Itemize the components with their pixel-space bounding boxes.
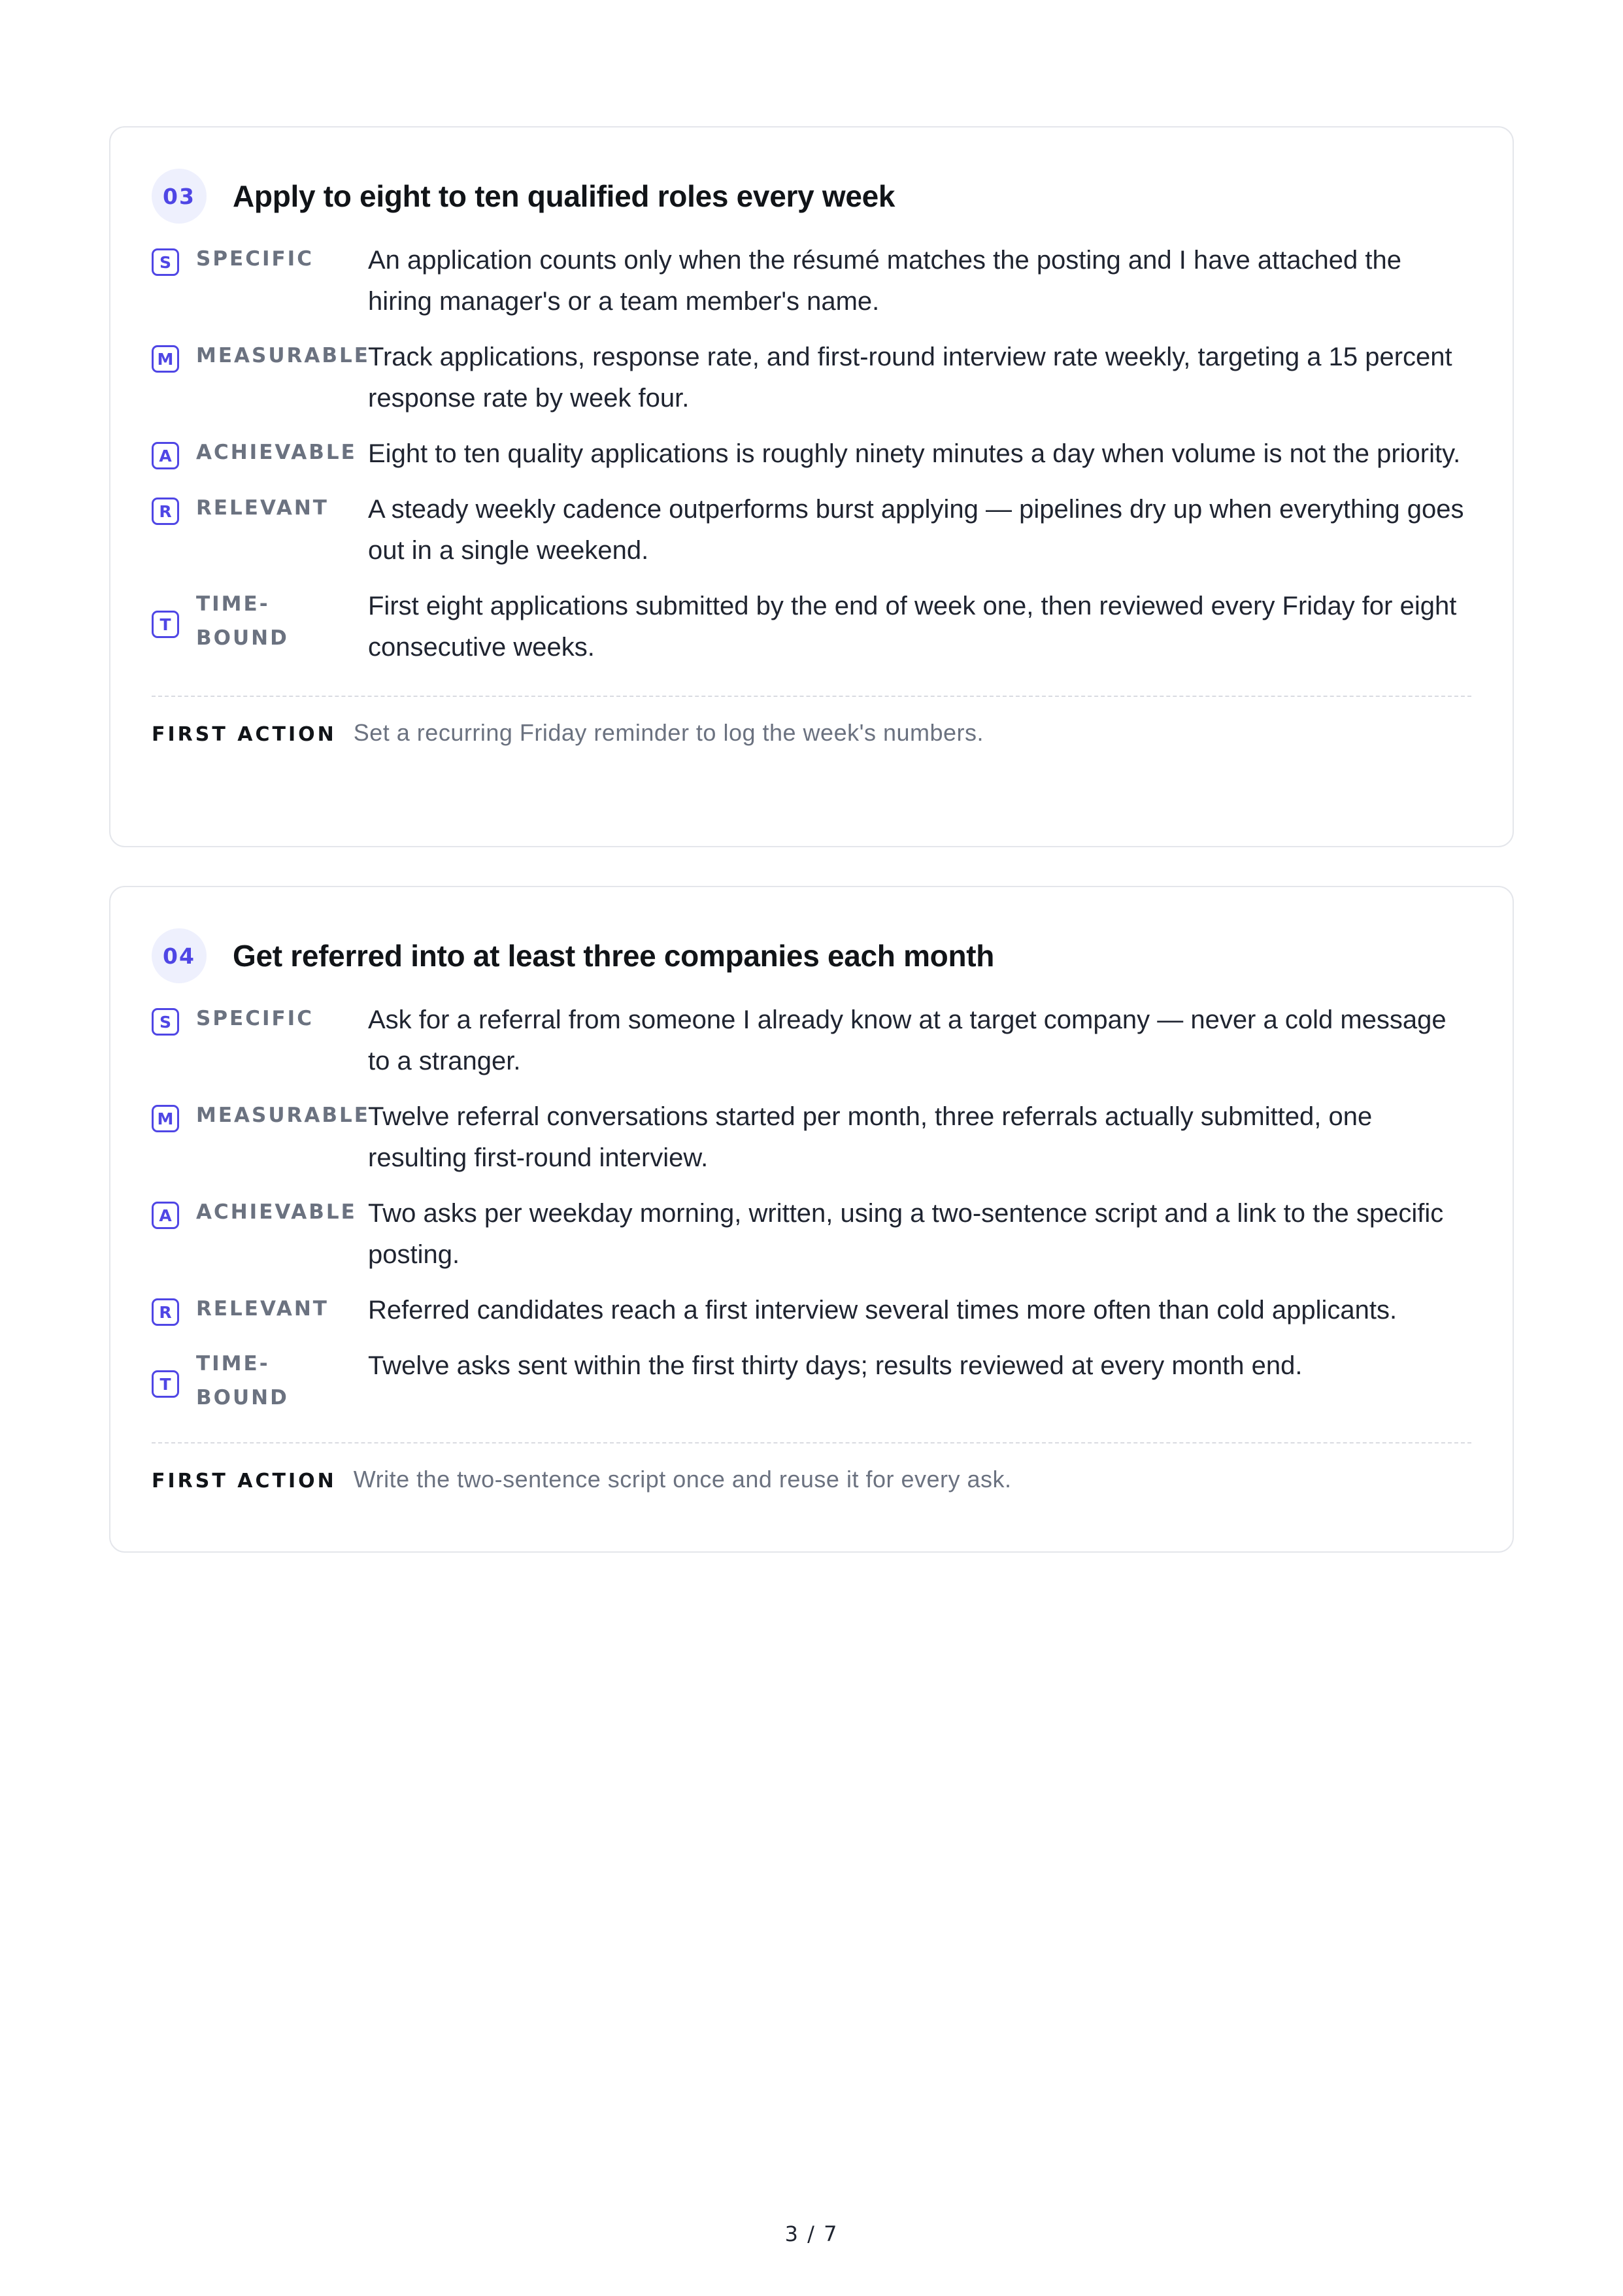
letter-t-icon: T xyxy=(152,611,179,638)
criterion-text: First eight applications submitted by the end of week one, then reviewed every Friday for eight consecutive weeks. xyxy=(368,592,1457,662)
first-action xyxy=(152,1466,1471,1493)
criterion-label-group xyxy=(152,435,368,470)
criterion-label-group xyxy=(152,1347,368,1415)
criterion-label-group xyxy=(152,490,368,526)
criterion-label: TIME-BOUND xyxy=(196,1352,289,1410)
criterion-label: RELEVANT xyxy=(196,1297,329,1321)
smart-criteria-list xyxy=(152,241,1471,668)
criterion-relevant xyxy=(152,1291,1471,1331)
criterion-achievable xyxy=(152,1194,1471,1275)
goal-number-badge: 04 xyxy=(152,928,207,983)
divider xyxy=(152,696,1471,697)
criterion-label: MEASURABLE xyxy=(196,344,370,367)
criterion-text: An application counts only when the résumé matches the posting and I have attached the hiring manager's or a team member's name. xyxy=(368,246,1402,316)
first-action-text: Write the two-sentence script once and reuse it for every ask. xyxy=(353,1466,1012,1493)
criterion-text: Track applications, response rate, and first-round interview rate weekly, targeting a 15 percent response rate by week four. xyxy=(368,343,1452,413)
criterion-label: RELEVANT xyxy=(196,496,329,520)
first-action-text: Set a recurring Friday reminder to log the week's numbers. xyxy=(353,719,984,746)
criterion-measurable xyxy=(152,1098,1471,1179)
criterion-achievable xyxy=(152,435,1471,475)
criterion-label-group xyxy=(152,1291,368,1326)
criterion-label-group xyxy=(152,1098,368,1133)
criterion-relevant xyxy=(152,490,1471,571)
letter-a-icon: A xyxy=(152,442,179,469)
criterion-label-group xyxy=(152,338,368,373)
criterion-label-group xyxy=(152,1194,368,1230)
letter-m-icon: M xyxy=(152,345,179,373)
criterion-specific xyxy=(152,1001,1471,1082)
criterion-text: A steady weekly cadence outperforms burst applying — pipelines dry up when everything goes out in a single weekend. xyxy=(368,495,1464,565)
criterion-time-bound xyxy=(152,587,1471,668)
goal-header xyxy=(152,926,1471,985)
criterion-text: Two asks per weekday morning, written, using a two-sentence script and a link to the specific posting. xyxy=(368,1199,1444,1269)
goal-title: Apply to eight to ten qualified roles every week xyxy=(233,179,895,213)
goal-header xyxy=(152,167,1471,226)
criterion-label: ACHIEVABLE xyxy=(196,1200,357,1224)
criterion-label-group xyxy=(152,1001,368,1036)
criterion-time-bound xyxy=(152,1347,1471,1415)
criterion-label: MEASURABLE xyxy=(196,1104,370,1127)
letter-a-icon: A xyxy=(152,1202,179,1229)
criterion-specific xyxy=(152,241,1471,322)
letter-s-icon: S xyxy=(152,1008,179,1036)
criterion-text: Ask for a referral from someone I already know at a target company — never a cold message to a stranger. xyxy=(368,1005,1447,1075)
criterion-label-group xyxy=(152,587,368,655)
criterion-measurable xyxy=(152,338,1471,419)
first-action-label: FIRST ACTION xyxy=(152,723,337,746)
goal-title: Get referred into at least three companies each month xyxy=(233,939,995,973)
first-action xyxy=(152,719,1471,747)
criterion-label: SPECIFIC xyxy=(196,1007,314,1030)
divider xyxy=(152,1442,1471,1443)
criterion-label-group xyxy=(152,241,368,277)
letter-r-icon: R xyxy=(152,498,179,525)
criterion-label: SPECIFIC xyxy=(196,247,314,271)
criterion-label: ACHIEVABLE xyxy=(196,441,357,464)
criterion-text: Twelve referral conversations started per month, three referrals actually submitted, one resulting first-round interview. xyxy=(368,1102,1373,1172)
letter-m-icon: M xyxy=(152,1105,179,1132)
goal-card xyxy=(109,886,1514,1553)
goal-number-badge: 03 xyxy=(152,169,207,224)
smart-criteria-list xyxy=(152,1001,1471,1415)
criterion-text: Twelve asks sent within the first thirty days; results reviewed at every month end. xyxy=(368,1351,1303,1380)
letter-r-icon: R xyxy=(152,1298,179,1326)
goal-card xyxy=(109,126,1514,847)
first-action-label: FIRST ACTION xyxy=(152,1470,337,1493)
letter-s-icon: S xyxy=(152,248,179,276)
criterion-label: TIME-BOUND xyxy=(196,592,289,650)
page-number: 3 / 7 xyxy=(784,2221,839,2246)
criterion-text: Referred candidates reach a first interview several times more often than cold applicants. xyxy=(368,1296,1397,1325)
criterion-text: Eight to ten quality applications is roughly ninety minutes a day when volume is not the priority. xyxy=(368,439,1461,468)
letter-t-icon: T xyxy=(152,1370,179,1398)
